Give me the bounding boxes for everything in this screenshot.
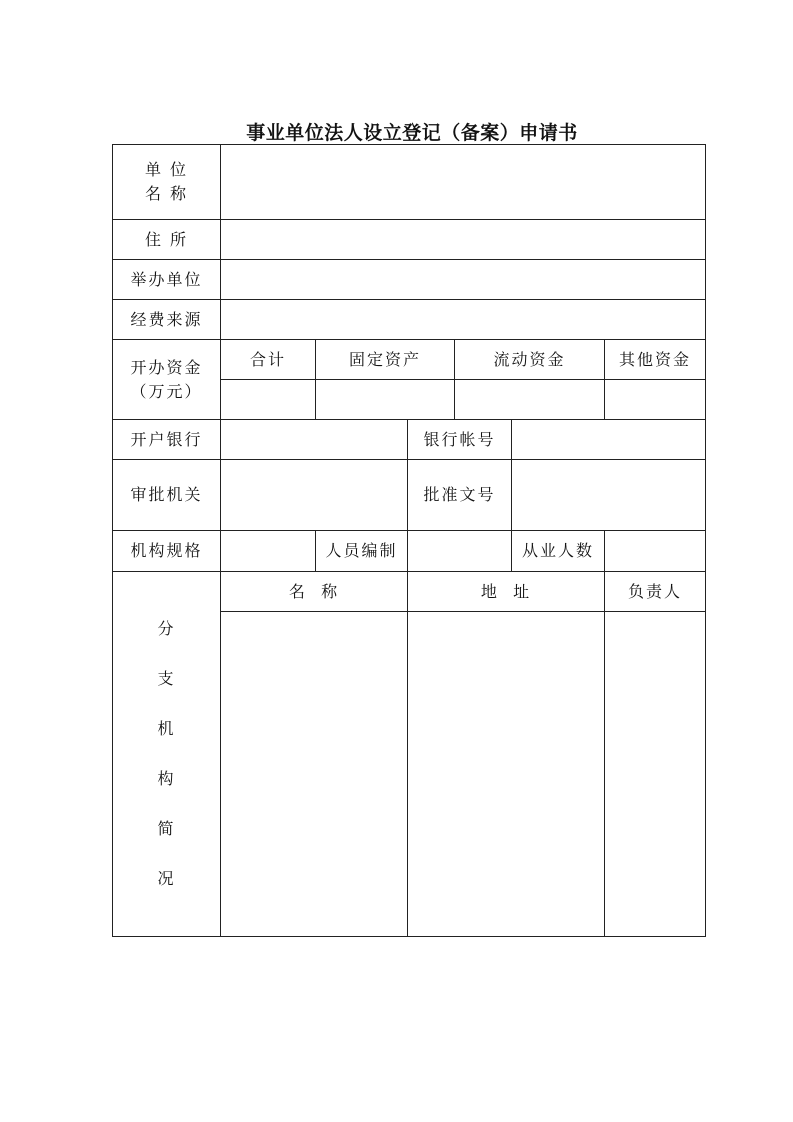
bank-account-field[interactable] [512, 420, 705, 459]
sponsor-label: 举办单位 [130, 269, 203, 289]
org-level-label: 机构规格 [130, 541, 203, 560]
branch-label-char: 机 [157, 719, 176, 738]
sponsor-field[interactable] [221, 260, 705, 299]
bank-account-label: 银行帐号 [423, 429, 496, 449]
branch-address-header: 地 址 [480, 581, 532, 601]
branch-address-field[interactable] [408, 612, 604, 936]
branch-name-field[interactable] [221, 612, 407, 936]
approval-doc-no-label: 批准文号 [423, 485, 496, 504]
funds-total-header: 合计 [249, 349, 286, 369]
staffing-label: 人员编制 [325, 541, 398, 560]
org-level-field[interactable] [221, 531, 315, 571]
startup-funds-label-line2: （万元） [130, 381, 203, 401]
funds-working-capital-header: 流动资金 [493, 349, 566, 369]
address-field[interactable] [221, 220, 705, 259]
funds-other-field[interactable] [605, 380, 705, 419]
funding-source-label: 经费来源 [130, 309, 203, 329]
approval-authority-label: 审批机关 [130, 485, 203, 504]
branch-label-char: 分 [157, 619, 176, 638]
funds-fixed-assets-header: 固定资产 [348, 349, 421, 369]
unit-name-label-line1: 单 位 [144, 160, 189, 179]
approval-authority-field[interactable] [221, 460, 407, 530]
unit-name-label-line2: 名 称 [144, 184, 189, 203]
funds-total-field[interactable] [221, 380, 315, 419]
funds-fixed-assets-field[interactable] [316, 380, 454, 419]
branch-name-header: 名 称 [288, 581, 340, 601]
branch-label-char: 简 [157, 819, 176, 838]
startup-funds-label-line1: 开办资金 [130, 357, 203, 377]
approval-doc-no-field[interactable] [512, 460, 705, 530]
form-title: 事业单位法人设立登记（备案）申请书 [246, 122, 578, 144]
employee-count-label: 从业人数 [521, 541, 594, 560]
funds-other-header: 其他资金 [618, 349, 691, 369]
bank-field[interactable] [221, 420, 407, 459]
branch-head-field[interactable] [605, 612, 705, 936]
startup-funds-label [113, 340, 220, 419]
unit-name-field[interactable] [221, 145, 705, 219]
funds-working-capital-field[interactable] [455, 380, 604, 419]
unit-name-label [113, 145, 220, 219]
branch-label-char: 构 [157, 769, 176, 788]
funding-source-field[interactable] [221, 300, 705, 339]
address-label: 住 所 [144, 229, 189, 249]
branch-head-header: 负责人 [627, 581, 682, 601]
bank-label: 开户银行 [130, 429, 203, 449]
branch-label-char: 支 [157, 669, 176, 688]
branch-section-label [113, 604, 220, 904]
branch-label-char: 况 [157, 869, 176, 888]
employee-count-field[interactable] [605, 531, 705, 571]
staffing-field[interactable] [408, 531, 511, 571]
